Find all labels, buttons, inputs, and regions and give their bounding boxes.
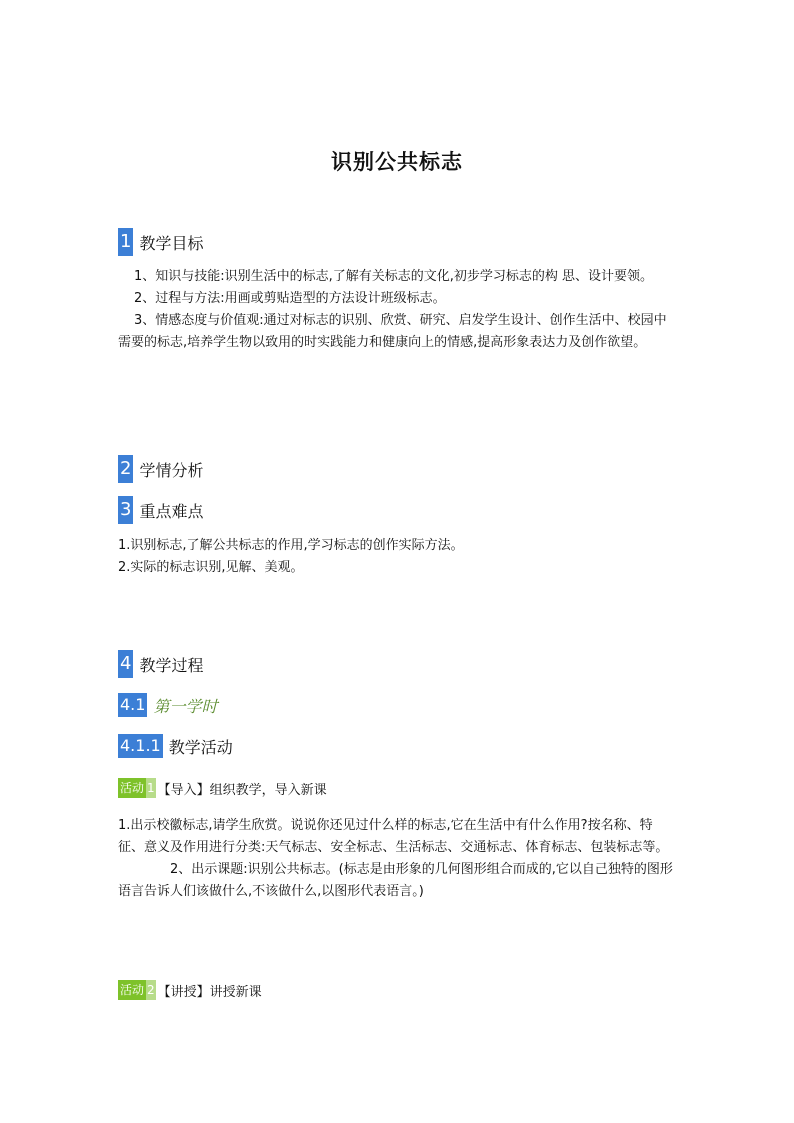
activity-label: 【导入】组织教学，导入新课 (157, 782, 327, 798)
activity-badge: 活动 (118, 778, 146, 798)
section-number: 4.1.1 (118, 734, 163, 758)
section-label: 重点难点 (139, 501, 204, 521)
section-label: 教学活动 (168, 737, 233, 757)
section-heading-analysis (118, 456, 203, 482)
section-number: 3 (118, 496, 133, 524)
activity-heading-intro (118, 777, 327, 799)
goal-item: 2、过程与方法:用画或剪贴造型的方法设计班级标志。 (134, 291, 446, 306)
section-number: 4.1 (118, 693, 147, 717)
activity-paragraph: 2、出示课题:识别公共标志。(标志是由形象的几何图形组合而成的,它以自己独特的图形语言告诉人们该做什么,不该做什么,以图形代表语言。) (118, 862, 673, 899)
section-number: 4 (118, 650, 133, 678)
activity-number: 1 (146, 778, 156, 798)
subsection-heading-first-lesson (118, 692, 217, 718)
activity-number: 2 (146, 980, 156, 1000)
goal-item: 1、知识与技能:识别生活中的标志,了解有关标志的文化,初步学习标志的构 思、设计要领。 (134, 269, 654, 284)
section-heading-process (118, 651, 203, 677)
section-number: 1 (118, 228, 133, 256)
section-heading-goals (118, 229, 203, 255)
section-number: 2 (118, 455, 133, 483)
activity-heading-lecture (118, 979, 262, 1001)
goal-item: 3、情感态度与价值观:通过对标志的识别、欣赏、研究、启发学生设计、创作生活中、校园中需要的标志,培养学生物以致用的时实践能力和健康向上的情感,提高形象表达力及创作欲望。 (118, 313, 667, 350)
section-label: 学情分析 (139, 460, 204, 480)
section-label: 第一学时 (153, 696, 218, 716)
goals-block (118, 266, 678, 354)
activity-label: 【讲授】讲授新课 (157, 984, 262, 1000)
subsection-heading-activities (118, 733, 233, 759)
key-point-item: 2.实际的标志识别,见解、美观。 (118, 560, 304, 575)
activity1-body (118, 815, 678, 903)
key-point-item: 1.识别标志,了解公共标志的作用,学习标志的创作实际方法。 (118, 538, 464, 553)
section-heading-key-points (118, 497, 203, 523)
section-label: 教学过程 (139, 655, 204, 675)
key-points-block (118, 535, 678, 579)
activity-paragraph: 1.出示校徽标志,请学生欣赏。说说你还见过什么样的标志,它在生活中有什么作用?按名称、特征、意义及作用进行分类:天气标志、安全标志、生活标志、交通标志、体育标志、包装标志等。 (118, 818, 669, 855)
page-title: 识别公共标志 (331, 149, 463, 174)
activity-badge: 活动 (118, 980, 146, 1000)
section-label: 教学目标 (139, 233, 204, 253)
